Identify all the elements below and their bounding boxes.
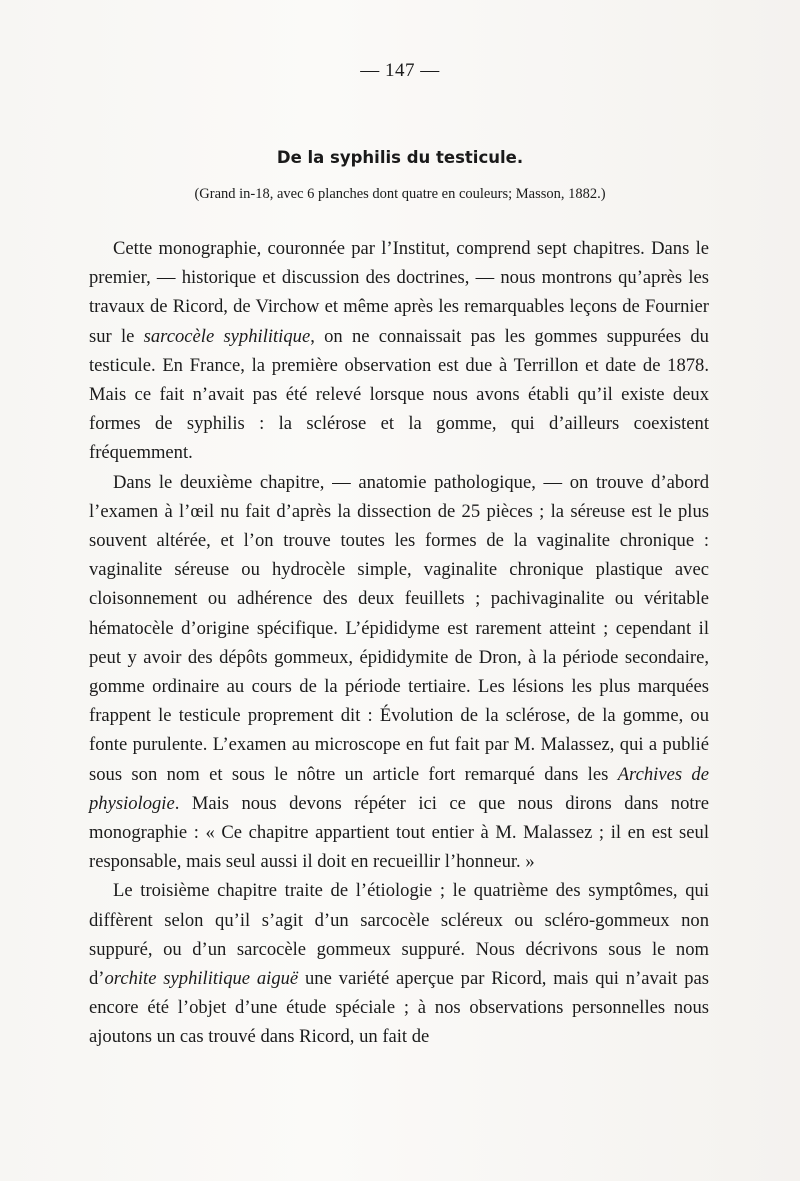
section-heading: De la syphilis du testicule. <box>276 148 524 167</box>
body-text <box>89 234 709 1052</box>
italic-journal-title: Archives de physiologie <box>89 763 709 814</box>
text-run: une variété aperçue par Ricord, mais qui n’avait pas encore été l’objet d’une étude spéciale ; à nos observations personnelles nous ajoutons un cas trouvé dans Ricord, un fait de <box>89 968 709 1048</box>
text-run: Dans le deuxième chapitre, — anatomie pathologique, — on trouve d’abord l’examen à l’œil nu fait d’après la dissection de 25 pièces ; la séreuse est le plus souvent altérée, et l’on trouve toutes les formes de la vaginalite chronique : vaginalite séreuse ou hydrocèle simple, vaginalite chronique plastique avec cloisonnement ou adhérence des deux feuillets ; pachivaginalite ou véritable hématocèle d’origine spécifique. L’épididyme est rarement atteint ; cependant il peut y avoir des dépôts gommeux, épididymite de Dron, à la période secondaire, gomme ordinaire au cours de la période tertiaire. Les lésions les plus marquées frappent le testicule proprement dit : Évolution de la sclérose, de la gomme, ou fonte purulente. L’examen au microscope en fut fait par M. Malassez, qui a publié sous son nom et sous le nôtre un article fort remarqué dans les <box>89 471 709 785</box>
text-run: Le troisième chapitre traite de l’étiologie ; le quatrième des symptômes, qui diffèrent selon qu’il s’agit d’un sarcocèle scléreux ou scléro-gommeux non suppuré, ou d’un sarcocèle gommeux suppuré. Nous décrivons sous le nom d’ <box>89 880 709 990</box>
page-number: — 147 — <box>360 60 440 81</box>
paragraph-2 <box>89 468 709 877</box>
italic-term-sarcocele: sarcocèle syphilitique <box>143 325 311 347</box>
text-run: Cette monographie, couronnée par l’Institut, comprend sept chapitres. Dans le premier, — historique et discussion des doctrines, — nous montrons qu’après les travaux de Ricord, de Virchow et même après les remarquables leçons de Fournier sur le <box>89 238 709 347</box>
text-run: , on ne connaissait pas les gommes suppurées du testicule. En France, la première observation est due à Terrillon et date de 1878. Mais ce fait n’avait pas été relevé lorsque nous avons établi qu’il existe deux formes de syphilis : la sclérose et la gomme, qui d’ailleurs coexistent fréquemment. <box>89 325 709 464</box>
paragraph-3 <box>89 876 709 1051</box>
italic-term-orchite: orchite syphilitique aiguë <box>104 968 299 990</box>
paragraph-1 <box>89 234 709 468</box>
publication-details: (Grand in-18, avec 6 planches dont quatre en couleurs; Masson, 1882.) <box>194 186 606 202</box>
text-run: . Mais nous devons répéter ici ce que nous dirons dans notre monographie : « Ce chapitre appartient tout entier à M. Malassez ; il en est seul responsable, mais seul aussi il doit en recueillir l’honneur. » <box>89 792 709 873</box>
